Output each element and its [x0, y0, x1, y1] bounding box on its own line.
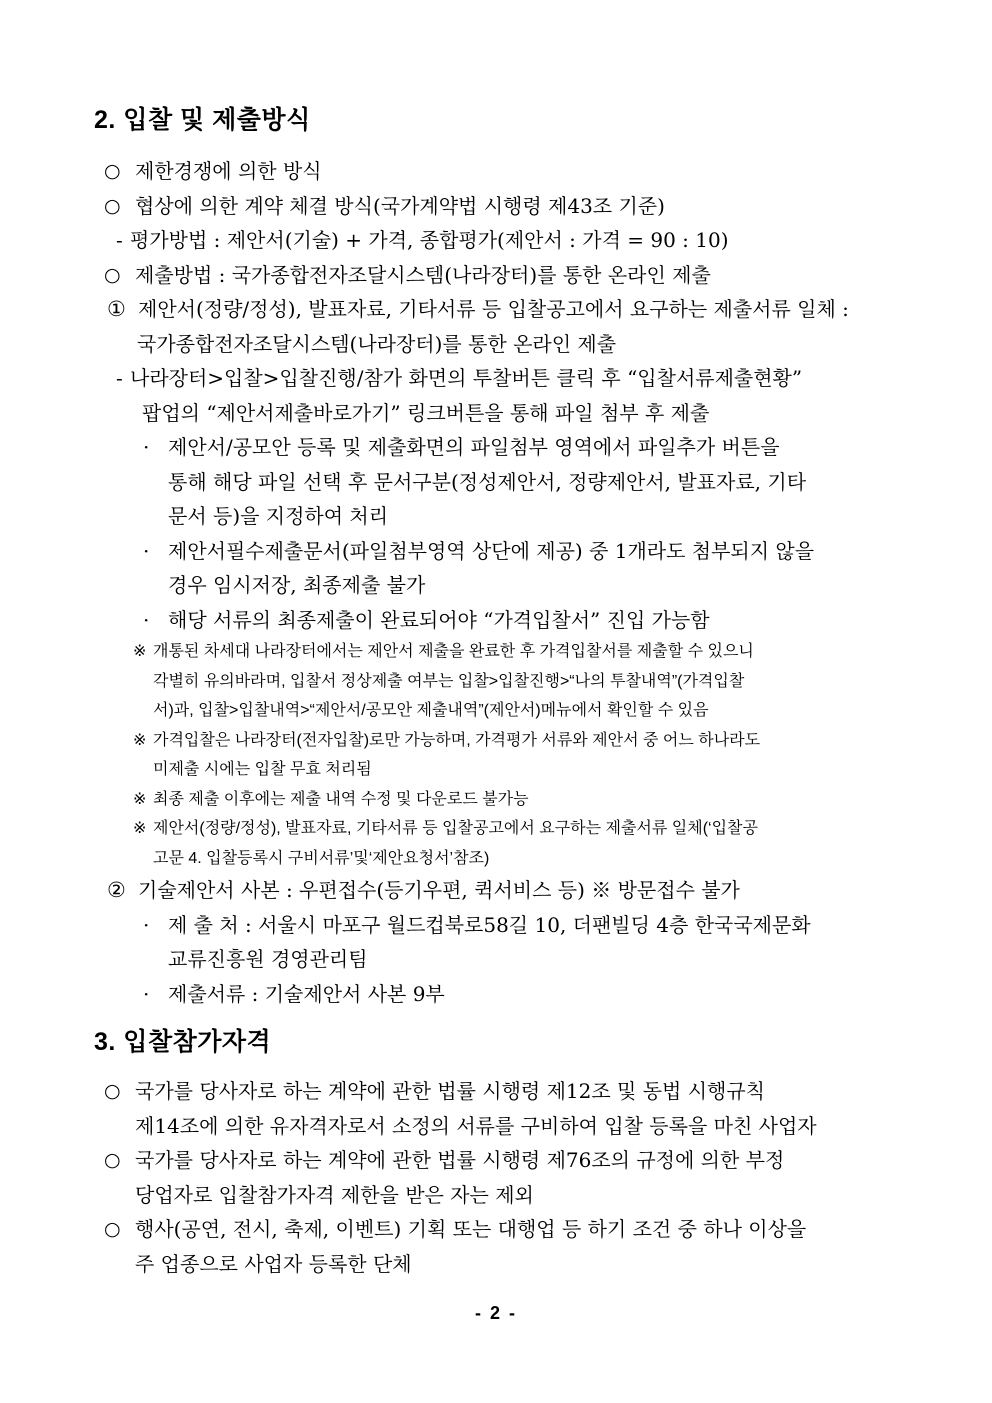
list-item — [90, 977, 908, 1012]
section-heading-3: 3. 입찰참가자격 — [94, 1028, 272, 1056]
circled-number-2-icon: ② — [107, 878, 126, 902]
list-item — [90, 361, 908, 396]
item-text: 주 업종으로 사업자 등록한 단체 — [135, 1251, 412, 1276]
list-item-continuation — [90, 396, 908, 431]
note-text: 최종 제출 이후에는 제출 내역 수정 및 다운로드 불가능 — [153, 790, 529, 808]
list-item — [90, 534, 908, 569]
list-item-continuation — [90, 568, 908, 603]
circle-bullet-icon: ○ — [104, 1080, 121, 1102]
dot-bullet-icon: · — [143, 538, 150, 563]
item-text: 기술제안서 사본 : 우편접수(등기우편, 퀵서비스 등) ※ 방문접수 불가 — [138, 878, 740, 902]
item-text: 경우 임시저장, 최종제출 불가 — [168, 573, 426, 597]
section-heading-2: 2. 입찰 및 제출방식 — [94, 106, 311, 134]
item-text: 행사(공연, 전시, 축제, 이벤트) 기획 또는 대행업 등 하기 조건 중 하나 이상을 — [135, 1217, 807, 1241]
circle-bullet-icon: ○ — [104, 1149, 121, 1171]
note-item-continuation — [90, 844, 908, 874]
note-item-continuation — [90, 667, 908, 697]
note-text: 개통된 차세대 나라장터에서는 제안서 제출을 완료한 후 가격입찰서를 제출할 수 있으니 — [153, 643, 754, 660]
list-item — [90, 292, 908, 327]
list-item-continuation — [90, 1109, 908, 1144]
list-item — [90, 223, 908, 258]
note-item-continuation — [90, 696, 908, 726]
item-text: 해당 서류의 최종제출이 완료되어야 “가격입찰서” 진입 가능함 — [168, 607, 710, 632]
list-item — [90, 603, 908, 638]
reference-mark-icon: ※ — [133, 731, 147, 749]
item-text: 평가방법 : 제안서(기술) + 가격, 종합평가(제안서 : 가격 = 90 : 10) — [130, 228, 729, 252]
note-text: 각별히 유의바라며, 입찰서 정상제출 여부는 입찰>입찰진행>“나의 투찰내역”(가격입찰 — [153, 672, 745, 690]
list-item — [90, 430, 908, 465]
circle-bullet-icon: ○ — [104, 1218, 121, 1240]
note-item — [90, 814, 908, 844]
list-item — [90, 1212, 908, 1247]
item-text: 국가종합전자조달시스템(나라장터)를 통한 온라인 제출 — [137, 331, 617, 356]
item-text: 나라장터>입찰>입찰진행/참가 화면의 투찰버튼 클릭 후 “입찰서류제출현황” — [130, 366, 803, 390]
item-text: 제안서필수제출문서(파일첨부영역 상단에 제공) 중 1개라도 첨부되지 않을 — [168, 538, 815, 563]
list-item — [90, 258, 908, 293]
dot-bullet-icon: · — [143, 981, 150, 1006]
list-item-continuation — [90, 465, 908, 500]
note-item — [90, 726, 908, 756]
dash-bullet-icon: - — [116, 228, 123, 252]
note-item-continuation — [90, 755, 908, 785]
item-text: 제안서(정량/정성), 발표자료, 기타서류 등 입찰공고에서 요구하는 제출서류 일체 : — [138, 297, 849, 321]
item-text: 팝업의 “제안서제출바로가기” 링크버튼을 통해 파일 첨부 후 제출 — [142, 400, 710, 425]
dot-bullet-icon: · — [143, 607, 150, 632]
list-item — [90, 1143, 908, 1178]
list-item-continuation — [90, 942, 908, 977]
reference-mark-icon: ※ — [133, 643, 147, 660]
reference-mark-icon: ※ — [133, 790, 147, 808]
list-item — [90, 873, 908, 908]
reference-mark-icon: ※ — [133, 820, 147, 837]
item-text: 국가를 당사자로 하는 계약에 관한 법률 시행령 제12조 및 동법 시행규칙 — [135, 1079, 765, 1103]
document-content — [90, 101, 908, 1281]
list-item-continuation — [90, 1247, 908, 1282]
list-item — [90, 189, 908, 224]
item-text: 국가를 당사자로 하는 계약에 관한 법률 시행령 제76조의 규정에 의한 부정 — [135, 1148, 785, 1172]
note-item — [90, 637, 908, 667]
list-item — [90, 908, 908, 943]
circle-bullet-icon: ○ — [104, 194, 121, 217]
circle-bullet-icon: ○ — [104, 263, 121, 286]
list-item — [90, 154, 908, 189]
item-text: 제안서/공모안 등록 및 제출화면의 파일첨부 영역에서 파일추가 버튼을 — [168, 435, 780, 459]
item-text: 제출서류 : 기술제안서 사본 9부 — [168, 981, 445, 1006]
list-item-continuation — [90, 1178, 908, 1213]
note-text: 고문 4. 입찰등록시 구비서류’및‘제안요청서’참조) — [153, 849, 490, 867]
note-text: 가격입찰은 나라장터(전자입찰)로만 가능하며, 가격평가 서류와 제안서 중 어느 하나라도 — [153, 731, 761, 749]
dash-bullet-icon: - — [116, 366, 123, 390]
item-text: 제14조에 의한 유자격자로서 소정의 서류를 구비하여 입찰 등록을 마친 사업자 — [135, 1113, 817, 1138]
item-text: 제한경쟁에 의한 방식 — [135, 159, 322, 183]
list-item — [90, 1074, 908, 1109]
note-text: 제안서(정량/정성), 발표자료, 기타서류 등 입찰공고에서 요구하는 제출서류 일체(‘입찰공 — [153, 820, 758, 837]
note-text: 미제출 시에는 입찰 무효 처리됨 — [153, 761, 372, 778]
circle-bullet-icon: ○ — [104, 160, 121, 182]
list-item-continuation — [90, 499, 908, 534]
item-text: 협상에 의한 계약 체결 방식(국가계약법 시행령 제43조 기준) — [135, 193, 665, 218]
dot-bullet-icon: · — [143, 912, 150, 937]
page-number: - 2 - — [474, 1303, 517, 1323]
note-item — [90, 785, 908, 815]
note-text: 서)과, 입찰>입찰내역>“제안서/공모안 제출내역”(제안서)메뉴에서 확인할 수 있음 — [153, 702, 709, 719]
item-text: 당업자로 입찰참가자격 제한을 받은 자는 제외 — [135, 1182, 534, 1207]
dot-bullet-icon: · — [143, 435, 150, 459]
circled-number-1-icon: ① — [107, 297, 126, 321]
item-text: 통해 해당 파일 선택 후 문서구분(정성제안서, 정량제안서, 발표자료, 기타 — [168, 469, 807, 494]
item-text: 문서 등)을 지정하여 처리 — [168, 504, 389, 528]
item-text: 제출방법 : 국가종합전자조달시스템(나라장터)를 통한 온라인 제출 — [135, 262, 711, 287]
item-text: 교류진흥원 경영관리팀 — [168, 947, 368, 971]
list-item-continuation — [90, 327, 908, 362]
item-text: 제 출 처 : 서울시 마포구 월드컵북로58길 10, 더팬빌딩 4층 한국국제문화 — [168, 912, 811, 937]
